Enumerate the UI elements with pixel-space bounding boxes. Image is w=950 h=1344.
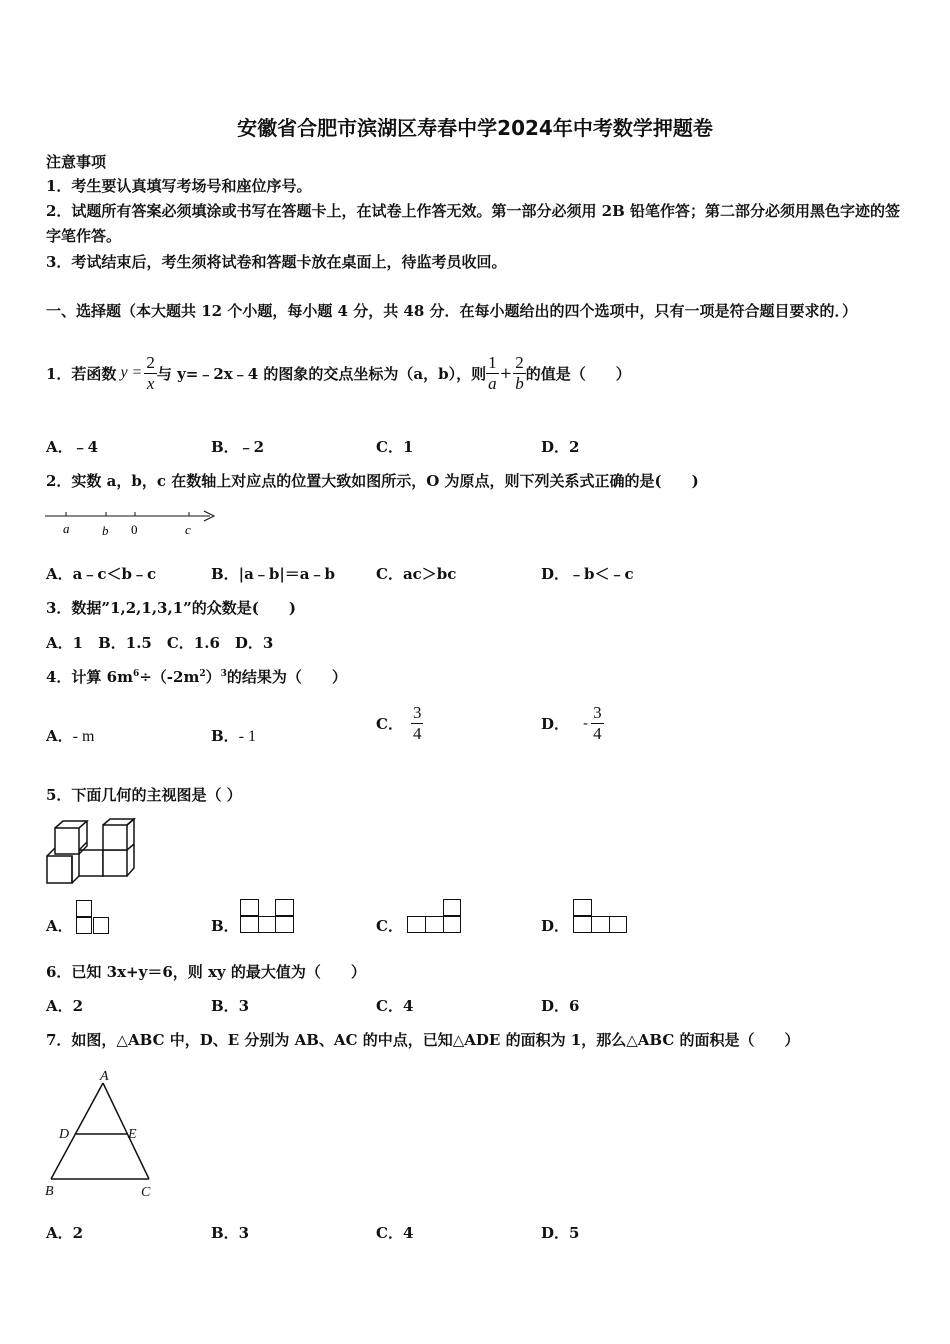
triangle-figure <box>44 1066 164 1202</box>
section-heading: 一、选择题（本大题共 12 个小题，每小题 4 分，共 48 分．在每小题给出的四个选项中，只有一项是符合题目要求的．） <box>46 302 858 320</box>
q1-option-d: D．2 <box>541 438 580 456</box>
q4-option-d: D． - $\frac{3}{4}$ <box>541 702 602 743</box>
cube <box>103 825 127 850</box>
q5-cube-figure <box>44 818 144 888</box>
cube <box>55 828 79 854</box>
q5-option-d-figure <box>573 899 629 936</box>
vertex-a: A <box>100 1069 109 1084</box>
side-ac <box>103 1083 149 1179</box>
cube-edge <box>47 848 55 856</box>
q6-option-d: D．6 <box>541 997 580 1015</box>
q1-plus: + <box>499 364 513 382</box>
question-4: 4．计算 $6m^6\div(-2m^2)^3$的结果为（ ） <box>46 668 347 686</box>
q3-options: A．1 B．1.5 C．1.6 D．3 <box>46 634 274 652</box>
q7-option-b: B．3 <box>211 1224 250 1242</box>
question-5: 5．下面几何的主视图是（ ） <box>46 786 242 804</box>
q5-option-c-label: C． <box>376 917 403 935</box>
question-1 <box>46 350 631 396</box>
q2-option-c: C．ac＞bc <box>376 565 457 583</box>
q5-option-c-figure <box>407 899 463 936</box>
q4-option-c: C． $\frac{3}{4}$ <box>376 702 422 743</box>
q6-option-a: A．2 <box>46 997 84 1015</box>
q1-option-c: C．1 <box>376 438 414 456</box>
axis-label-0: 0 <box>131 522 138 537</box>
q5-option-d-label: D． <box>541 917 570 935</box>
q2-option-a: A．a﹣c＜b﹣c <box>46 565 157 583</box>
q2-option-d: D．﹣b＜﹣c <box>541 565 634 583</box>
question-3: 3．数据”1,2,1,3,1”的众数是( ) <box>46 599 296 617</box>
q1-fraction: $\frac{2}{x}$ <box>146 352 155 393</box>
cube-edge <box>72 876 79 883</box>
q6-option-b: B．3 <box>211 997 250 1015</box>
cube-edge <box>127 844 134 850</box>
point-e: E <box>128 1127 137 1142</box>
notice-item-3: 3．考试结束后，考生须将试卷和答题卡放在桌面上，待监考员收回。 <box>46 253 507 271</box>
question-6: 6．已知 3x+y＝6，则 xy 的最大值为（ ） <box>46 963 366 981</box>
cube <box>79 850 103 876</box>
axis-label-a: a <box>63 521 70 536</box>
vertex-c: C <box>141 1185 151 1200</box>
notice-heading: 注意事项 <box>46 153 107 171</box>
question-7: 7．如图，△ABC 中，D、E 分别为 AB、AC 的中点，已知△ADE 的面积为 1，那么△ABC 的面积是（ ） <box>46 1031 800 1049</box>
q6-option-c: C．4 <box>376 997 414 1015</box>
q1-mid: 与 y=﹣2x﹣4 的图象的交点坐标为（a，b），则 <box>156 364 487 383</box>
q7-option-c: C．4 <box>376 1224 414 1242</box>
notice-item-2: 2．试题所有答案必须填涂或书写在答题卡上，在试卷上作答无效。第一部分必须用 2B 铅笔作答；第二部分必须用黑色字迹的签字笔作答。 <box>46 202 901 245</box>
q1-fraction-1a: $\frac{1}{a}$ <box>488 352 497 393</box>
q7-option-a: A．2 <box>46 1224 84 1242</box>
axis-label-b: b <box>102 523 109 538</box>
question-2: 2．实数 a，b，c 在数轴上对应点的位置大致如图所示，O 为原点，则下列关系式正确的是( ) <box>46 472 699 490</box>
cube-top-edge <box>55 821 87 828</box>
q7-option-d: D．5 <box>541 1224 580 1242</box>
q1-fraction-2b: $\frac{2}{b}$ <box>515 352 524 393</box>
q5-option-b-figure <box>240 899 296 935</box>
q4-option-a: A．- m <box>46 727 95 745</box>
cube <box>47 856 72 883</box>
page-title: 安徽省合肥市滨湖区寿春中学2024年中考数学押题卷 <box>237 116 713 140</box>
notice-item-1: 1．考生要认真填写考场号和座位序号。 <box>46 177 312 195</box>
q5-option-a-figure <box>76 900 112 936</box>
cube <box>103 850 127 876</box>
vertex-b: B <box>45 1184 54 1199</box>
point-d: D <box>59 1127 70 1142</box>
q4-option-b: B．- 1 <box>211 727 257 745</box>
q1-pre: 1．若函数 <box>46 364 117 383</box>
number-line-figure <box>44 506 219 542</box>
q2-option-b: B．|a﹣b|＝a﹣b <box>211 565 336 583</box>
q5-option-a-label: A． <box>46 917 73 935</box>
q1-y-eq: y = <box>120 364 143 381</box>
q1-post: 的值是（ ） <box>525 364 631 383</box>
cube-edge <box>79 842 87 850</box>
axis-label-c: c <box>185 522 191 537</box>
q5-option-b-label: B． <box>211 917 239 935</box>
q1-option-a: A．﹣4 <box>46 438 99 456</box>
q1-option-b: B．﹣2 <box>211 438 265 456</box>
